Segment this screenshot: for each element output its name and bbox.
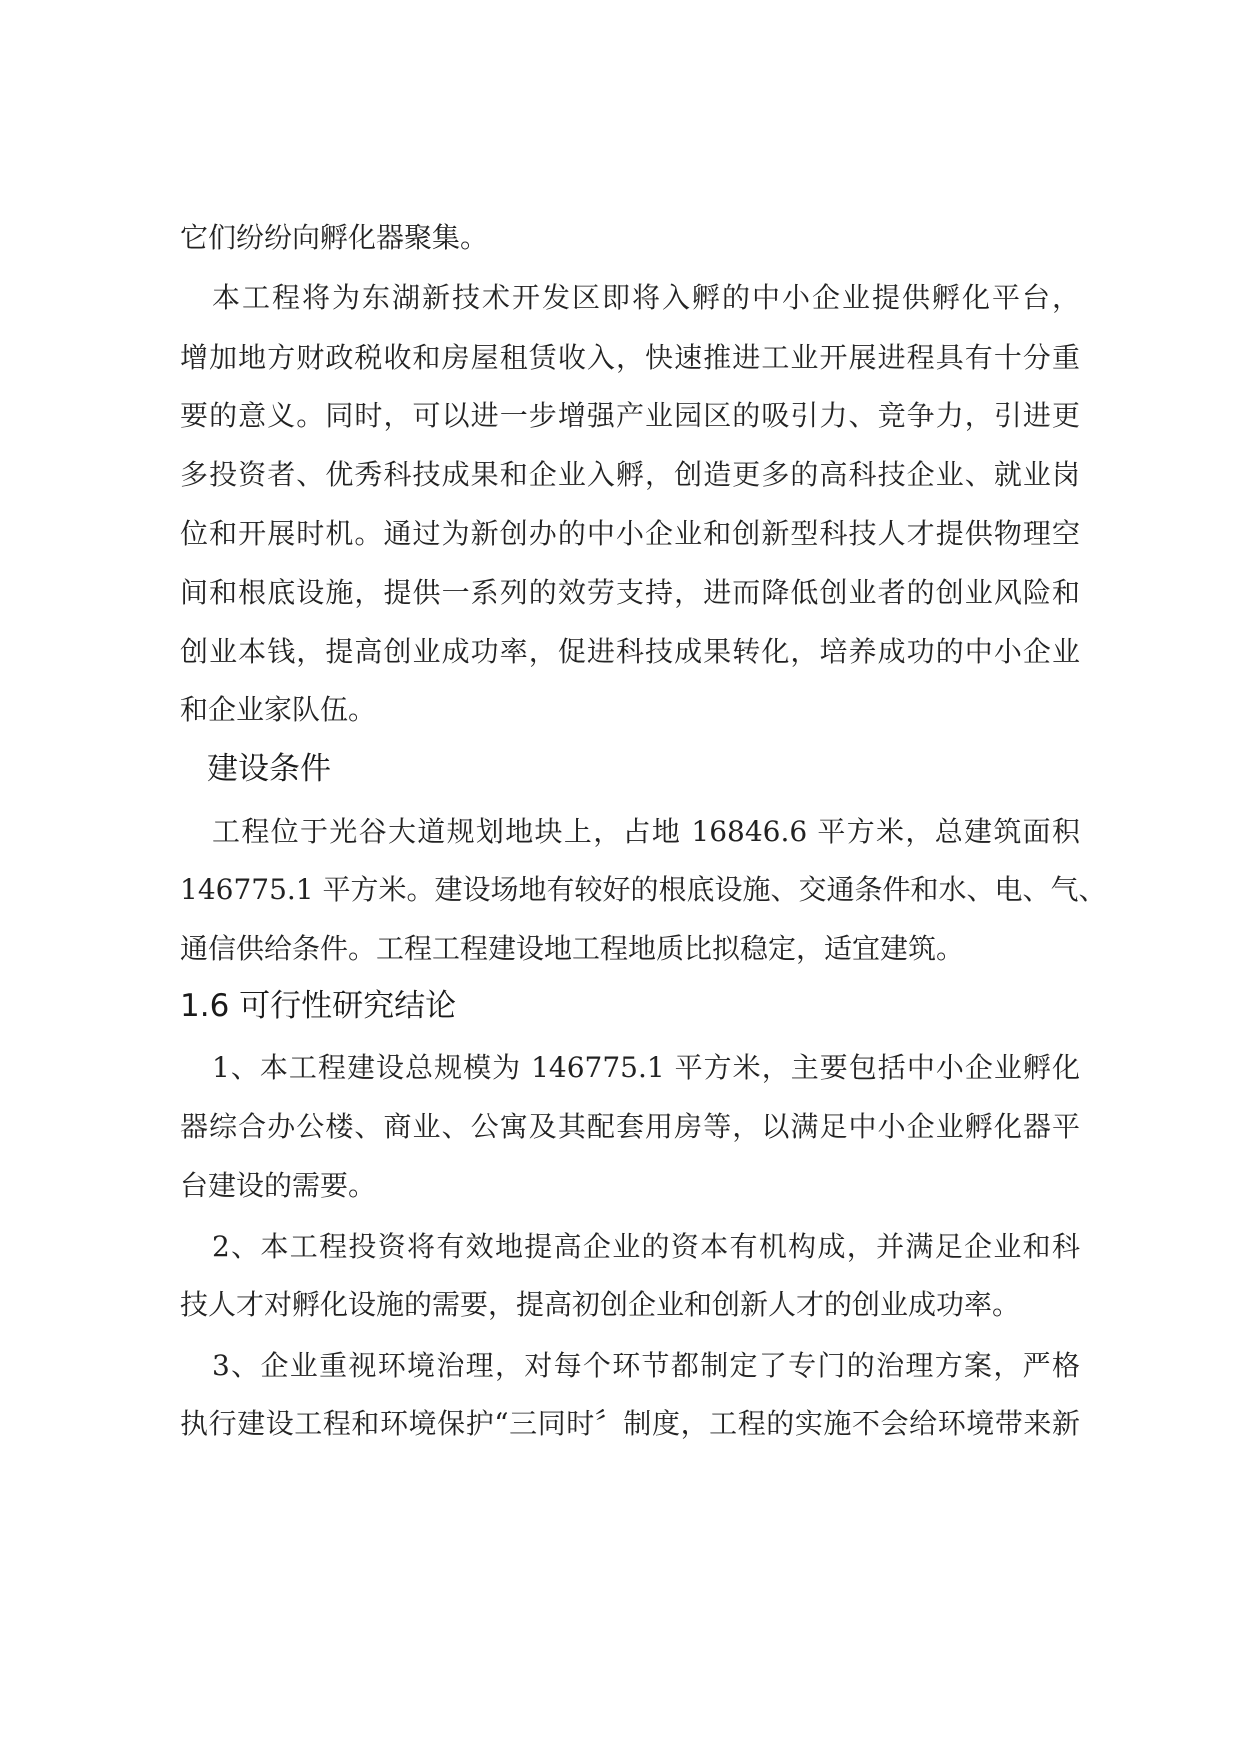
paragraph-line: 多投资者、优秀科技成果和企业入孵，创造更多的高科技企业、就业岗 <box>180 458 1080 491</box>
list-item-line: 技人才对孵化设施的需要，提高初创企业和创新人才的创业成功率。 <box>180 1288 1021 1321</box>
section-heading-construction: 建设条件 <box>207 751 331 787</box>
section-heading-conclusion: 1.6 可行性研究结论 <box>180 988 457 1024</box>
paragraph-line: 间和根底设施，提供一系列的效劳支持，进而降低创业者的创业风险和 <box>180 576 1080 609</box>
paragraph-line: 位和开展时机。通过为新创办的中小企业和创新型科技人才提供物理空 <box>180 517 1080 550</box>
list-item-line: 3、企业重视环境治理，对每个环节都制定了专门的治理方案，严格 <box>212 1349 1080 1382</box>
list-item-line: 1、本工程建设总规模为 146775.1 平方米，主要包括中小企业孵化 <box>212 1051 1080 1084</box>
paragraph-line: 要的意义。同时，可以进一步增强产业园区的吸引力、竞争力，引进更 <box>180 399 1080 432</box>
paragraph-line: 146775.1 平方米。建设场地有较好的根底设施、交通条件和水、电、气、 <box>180 873 1107 906</box>
paragraph-line: 和企业家队伍。 <box>180 693 377 726</box>
list-item-line: 2、本工程投资将有效地提高企业的资本有机构成，并满足企业和科 <box>212 1230 1080 1263</box>
list-item-line: 器综合办公楼、商业、公寓及其配套用房等，以满足中小企业孵化器平 <box>180 1110 1080 1143</box>
paragraph-line: 创业本钱，提高创业成功率，促进科技成果转化，培养成功的中小企业 <box>180 635 1080 668</box>
paragraph-line: 通信供给条件。工程工程建设地工程地质比拟稳定，适宜建筑。 <box>180 932 965 965</box>
paragraph-line: 增加地方财政税收和房屋租赁收入，快速推进工业开展进程具有十分重 <box>180 341 1080 374</box>
paragraph-line: 工程位于光谷大道规划地块上，占地 16846.6 平方米，总建筑面积 <box>212 815 1080 848</box>
list-item-line: 执行建设工程和环境保护“三同时〞制度，工程的实施不会给环境带来新 <box>180 1407 1080 1440</box>
list-item-line: 台建设的需要。 <box>180 1169 377 1202</box>
paragraph-line: 本工程将为东湖新技术开发区即将入孵的中小企业提供孵化平台， <box>212 281 1080 314</box>
paragraph-line: 它们纷纷向孵化器聚集。 <box>180 221 489 254</box>
